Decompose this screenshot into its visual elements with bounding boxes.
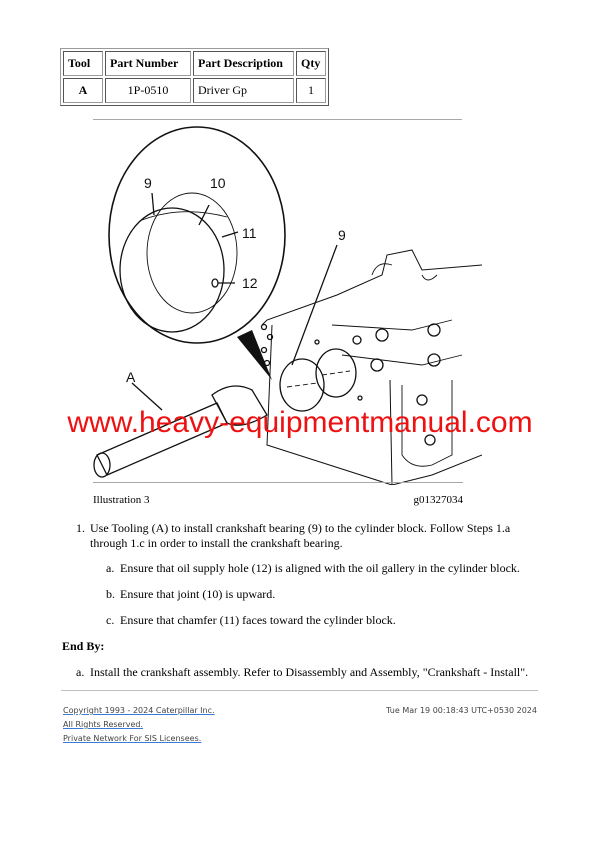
step-1-line-1: Use Tooling (A) to install crankshaft bearing (9) to the cylinder block. Follow Steps 1.a <box>90 521 511 535</box>
substep-c <box>106 613 576 628</box>
footer-divider <box>61 690 538 691</box>
substep-a-letter: a. <box>106 561 115 575</box>
header-tool: Tool <box>63 51 103 76</box>
step-1 <box>76 521 556 551</box>
parts-table <box>60 48 329 106</box>
header-qty: Qty <box>296 51 326 76</box>
illustration-caption: Illustration 3 <box>93 494 150 506</box>
cell-description: Driver Gp <box>193 78 294 103</box>
table-row <box>63 78 326 103</box>
cell-qty: 1 <box>296 78 326 103</box>
substep-b <box>106 587 576 602</box>
callout-detail-9: 9 <box>144 175 152 191</box>
callout-detail-10: 10 <box>210 175 226 191</box>
cell-part-number: 1P-0510 <box>105 78 191 103</box>
rights-link[interactable]: All Rights Reserved. <box>63 720 144 729</box>
substep-b-letter: b. <box>106 587 115 601</box>
substep-a-text: Ensure that oil supply hole (12) is aligned with the oil gallery in the cylinder block. <box>120 561 520 575</box>
step-1-line-2: through 1.c in order to install the crankshaft bearing. <box>90 536 343 550</box>
substep-c-letter: c. <box>106 613 115 627</box>
header-part-number: Part Number <box>105 51 191 76</box>
copyright-link[interactable]: Copyright 1993 - 2024 Caterpillar Inc. <box>63 706 215 715</box>
end-by-heading: End By: <box>62 639 105 653</box>
substep-c-text: Ensure that chamfer (11) faces toward the cylinder block. <box>120 613 396 627</box>
sis-licensees-link[interactable]: Private Network For SIS Licensees. <box>63 734 202 743</box>
callout-main-9: 9 <box>338 227 346 243</box>
substep-b-text: Ensure that joint (10) is upward. <box>120 587 276 601</box>
illustration-id: g01327034 <box>413 494 463 506</box>
end-by-item-a-text: Install the crankshaft assembly. Refer to Disassembly and Assembly, "Crankshaft - Install". <box>90 665 529 679</box>
callout-detail-12: 12 <box>242 275 258 291</box>
illustration-top-divider <box>93 119 462 120</box>
cell-tool: A <box>63 78 103 103</box>
footer-timestamp: Tue Mar 19 00:18:43 UTC+0530 2024 <box>386 706 537 715</box>
table-header-row <box>63 51 326 76</box>
substep-a <box>106 561 576 576</box>
end-by-item-a-letter: a. <box>76 665 85 679</box>
header-part-description: Part Description <box>193 51 294 76</box>
callout-detail-11: 11 <box>242 225 257 241</box>
watermark-text: www.heavy-equipmentmanual.com <box>67 406 533 439</box>
end-by-item-a <box>76 665 576 680</box>
callout-tool-a: A <box>126 369 136 385</box>
illustration-bottom-divider <box>93 482 463 483</box>
step-1-number: 1. <box>76 521 85 535</box>
